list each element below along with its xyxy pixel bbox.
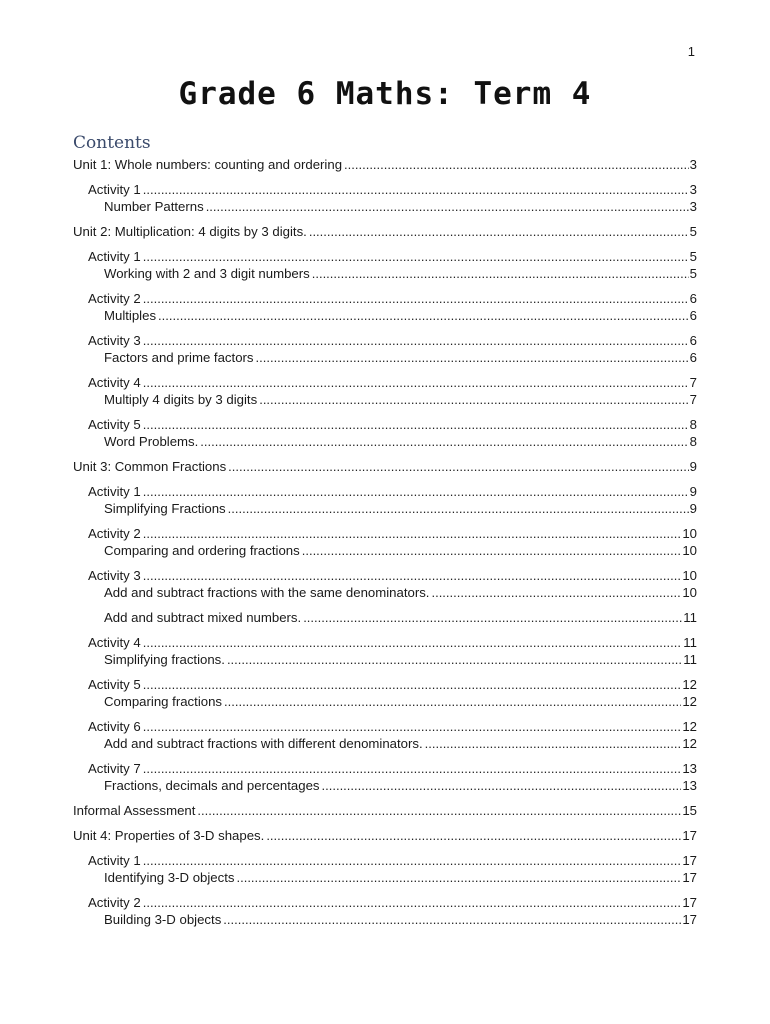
- toc-entry-page: 9: [689, 484, 697, 499]
- page-title: Grade 6 Maths: Term 4: [178, 76, 592, 112]
- toc-dot-leader: [228, 500, 689, 517]
- toc-entry-page: 5: [689, 249, 697, 264]
- toc-entry-label: Activity 4: [88, 635, 141, 650]
- toc-entry[interactable]: [73, 307, 697, 324]
- toc-entry-label: Working with 2 and 3 digit numbers: [104, 266, 310, 281]
- toc-dot-leader: [228, 458, 688, 475]
- toc-dot-leader: [143, 718, 682, 735]
- toc-entry-page: 13: [682, 778, 697, 793]
- contents-heading: Contents: [73, 133, 151, 153]
- toc-entry-page: 6: [689, 291, 697, 306]
- toc-entry-page: 10: [682, 526, 697, 541]
- toc-dot-leader: [227, 651, 682, 668]
- toc-entry-label: Informal Assessment: [73, 803, 196, 818]
- toc-entry-page: 3: [689, 157, 697, 172]
- toc-entry-page: 12: [682, 719, 697, 734]
- toc-dot-leader: [303, 609, 682, 626]
- toc-entry[interactable]: [73, 374, 697, 391]
- toc-entry-page: 11: [683, 635, 697, 650]
- toc-dot-leader: [309, 223, 689, 240]
- toc-entry[interactable]: [73, 852, 697, 869]
- toc-entry[interactable]: [73, 332, 697, 349]
- toc-entry[interactable]: [73, 416, 697, 433]
- toc-dot-leader: [143, 483, 689, 500]
- toc-entry-page: 12: [682, 694, 697, 709]
- toc-entry[interactable]: [73, 265, 697, 282]
- toc-entry-page: 12: [682, 736, 697, 751]
- toc-entry-page: 17: [682, 912, 697, 927]
- toc-entry-label: Activity 3: [88, 568, 141, 583]
- toc-entry-label: Fractions, decimals and percentages: [104, 778, 320, 793]
- toc-entry[interactable]: [73, 156, 697, 173]
- toc-entry-label: Unit 4: Properties of 3-D shapes.: [73, 828, 265, 843]
- toc-entry[interactable]: [73, 248, 697, 265]
- toc-entry-page: 10: [682, 568, 697, 583]
- toc-entry[interactable]: [73, 676, 697, 693]
- toc-entry-label: Activity 2: [88, 291, 141, 306]
- toc-dot-leader: [344, 156, 689, 173]
- toc-entry-label: Activity 1: [88, 182, 141, 197]
- toc-entry[interactable]: [73, 651, 697, 668]
- toc-entry-page: 5: [689, 224, 697, 239]
- toc-entry-label: Simplifying fractions.: [104, 652, 225, 667]
- toc-entry-label: Activity 2: [88, 895, 141, 910]
- toc-entry[interactable]: [73, 827, 697, 844]
- toc-entry[interactable]: [73, 718, 697, 735]
- toc-dot-leader: [197, 802, 681, 819]
- toc-dot-leader: [143, 332, 689, 349]
- toc-dot-leader: [236, 869, 681, 886]
- toc-entry-label: Activity 7: [88, 761, 141, 776]
- toc-entry[interactable]: [73, 777, 697, 794]
- toc-dot-leader: [206, 198, 689, 215]
- toc-dot-leader: [143, 290, 689, 307]
- toc-dot-leader: [224, 693, 681, 710]
- toc-dot-leader: [266, 827, 681, 844]
- toc-entry-label: Activity 1: [88, 484, 141, 499]
- toc-entry-label: Unit 1: Whole numbers: counting and ordering: [73, 157, 343, 172]
- toc-dot-leader: [223, 911, 681, 928]
- toc-entry[interactable]: [73, 735, 697, 752]
- toc-entry-label: Multiples: [104, 308, 157, 323]
- toc-entry[interactable]: [73, 181, 697, 198]
- toc-entry-page: 11: [683, 610, 697, 625]
- toc-entry[interactable]: [73, 542, 697, 559]
- toc-entry-label: Activity 1: [88, 249, 141, 264]
- toc-entry-label: Number Patterns: [104, 199, 204, 214]
- toc-entry-label: Multiply 4 digits by 3 digits: [104, 392, 258, 407]
- toc-entry[interactable]: [73, 634, 697, 651]
- toc-entry-label: Building 3-D objects: [104, 912, 222, 927]
- toc-entry-label: Add and subtract mixed numbers.: [104, 610, 302, 625]
- toc-entry-label: Activity 4: [88, 375, 141, 390]
- toc-entry[interactable]: [73, 391, 697, 408]
- toc-dot-leader: [143, 248, 689, 265]
- toc-entry-label: Activity 2: [88, 526, 141, 541]
- toc-entry-page: 7: [689, 392, 697, 407]
- toc-dot-leader: [431, 584, 681, 601]
- toc-dot-leader: [200, 433, 688, 450]
- toc-entry-page: 10: [682, 543, 697, 558]
- toc-entry-page: 6: [689, 308, 697, 323]
- toc-entry-page: 15: [682, 803, 697, 818]
- toc-entry[interactable]: [73, 802, 697, 819]
- toc-entry-label: Unit 2: Multiplication: 4 digits by 3 digits.: [73, 224, 307, 239]
- page-number: 1: [687, 44, 695, 59]
- toc-entry[interactable]: [73, 894, 697, 911]
- toc-entry-label: Comparing and ordering fractions: [104, 543, 300, 558]
- toc-entry[interactable]: [73, 483, 697, 500]
- toc-entry-page: 7: [689, 375, 697, 390]
- toc-dot-leader: [143, 634, 683, 651]
- toc-entry[interactable]: [73, 433, 697, 450]
- toc-entry-page: 17: [682, 853, 697, 868]
- toc-entry[interactable]: [73, 567, 697, 584]
- toc-entry-page: 17: [682, 828, 697, 843]
- toc-entry-label: Add and subtract fractions with different denominators.: [104, 736, 423, 751]
- toc-entry-page: 12: [682, 677, 697, 692]
- toc-entry-label: Factors and prime factors: [104, 350, 254, 365]
- toc-dot-leader: [143, 181, 689, 198]
- toc-entry-label: Unit 3: Common Fractions: [73, 459, 227, 474]
- toc-entry[interactable]: [73, 500, 697, 517]
- toc-entry-page: 3: [689, 199, 697, 214]
- toc-entry-page: 17: [682, 870, 697, 885]
- toc-dot-leader: [143, 760, 682, 777]
- toc-entry-label: Activity 5: [88, 677, 141, 692]
- toc-entry-page: 8: [689, 417, 697, 432]
- toc-entry[interactable]: [73, 198, 697, 215]
- toc-dot-leader: [143, 416, 689, 433]
- toc-entry-page: 8: [689, 434, 697, 449]
- toc-entry-page: 13: [682, 761, 697, 776]
- toc-entry[interactable]: [73, 349, 697, 366]
- toc-entry-label: Activity 1: [88, 853, 141, 868]
- toc-dot-leader: [143, 567, 682, 584]
- toc-entry[interactable]: [73, 760, 697, 777]
- toc-entry[interactable]: [73, 911, 697, 928]
- toc-entry-label: Add and subtract fractions with the same denominators.: [104, 585, 430, 600]
- toc-entry[interactable]: [73, 525, 697, 542]
- toc-entry-page: 3: [689, 182, 697, 197]
- toc-dot-leader: [322, 777, 682, 794]
- toc-dot-leader: [425, 735, 682, 752]
- toc-dot-leader: [302, 542, 682, 559]
- toc-entry-label: Comparing fractions: [104, 694, 223, 709]
- toc-entry[interactable]: [73, 584, 697, 601]
- toc-entry-page: 9: [689, 501, 697, 516]
- toc-dot-leader: [143, 852, 682, 869]
- toc-entry-page: 10: [682, 585, 697, 600]
- toc-dot-leader: [312, 265, 689, 282]
- toc-entry-page: 5: [689, 266, 697, 281]
- toc-entry[interactable]: [73, 869, 697, 886]
- toc-entry-label: Word Problems.: [104, 434, 199, 449]
- toc-dot-leader: [143, 894, 682, 911]
- toc-dot-leader: [143, 525, 682, 542]
- toc-entry[interactable]: [73, 458, 697, 475]
- toc-entry-page: 9: [689, 459, 697, 474]
- toc-dot-leader: [143, 374, 689, 391]
- toc-entry-page: 6: [689, 333, 697, 348]
- toc-entry-label: Activity 3: [88, 333, 141, 348]
- toc-entry[interactable]: [73, 609, 697, 626]
- toc-entry-page: 6: [689, 350, 697, 365]
- toc-entry-label: Identifying 3-D objects: [104, 870, 235, 885]
- toc-dot-leader: [256, 349, 689, 366]
- toc-entry-page: 17: [682, 895, 697, 910]
- toc-dot-leader: [259, 391, 688, 408]
- toc-entry[interactable]: [73, 290, 697, 307]
- toc-dot-leader: [158, 307, 689, 324]
- toc-entry-page: 11: [683, 652, 697, 667]
- toc-entry[interactable]: [73, 223, 697, 240]
- toc-dot-leader: [143, 676, 682, 693]
- toc-entry-label: Simplifying Fractions: [104, 501, 226, 516]
- toc-entry-label: Activity 6: [88, 719, 141, 734]
- toc-entry[interactable]: [73, 693, 697, 710]
- toc-entry-label: Activity 5: [88, 417, 141, 432]
